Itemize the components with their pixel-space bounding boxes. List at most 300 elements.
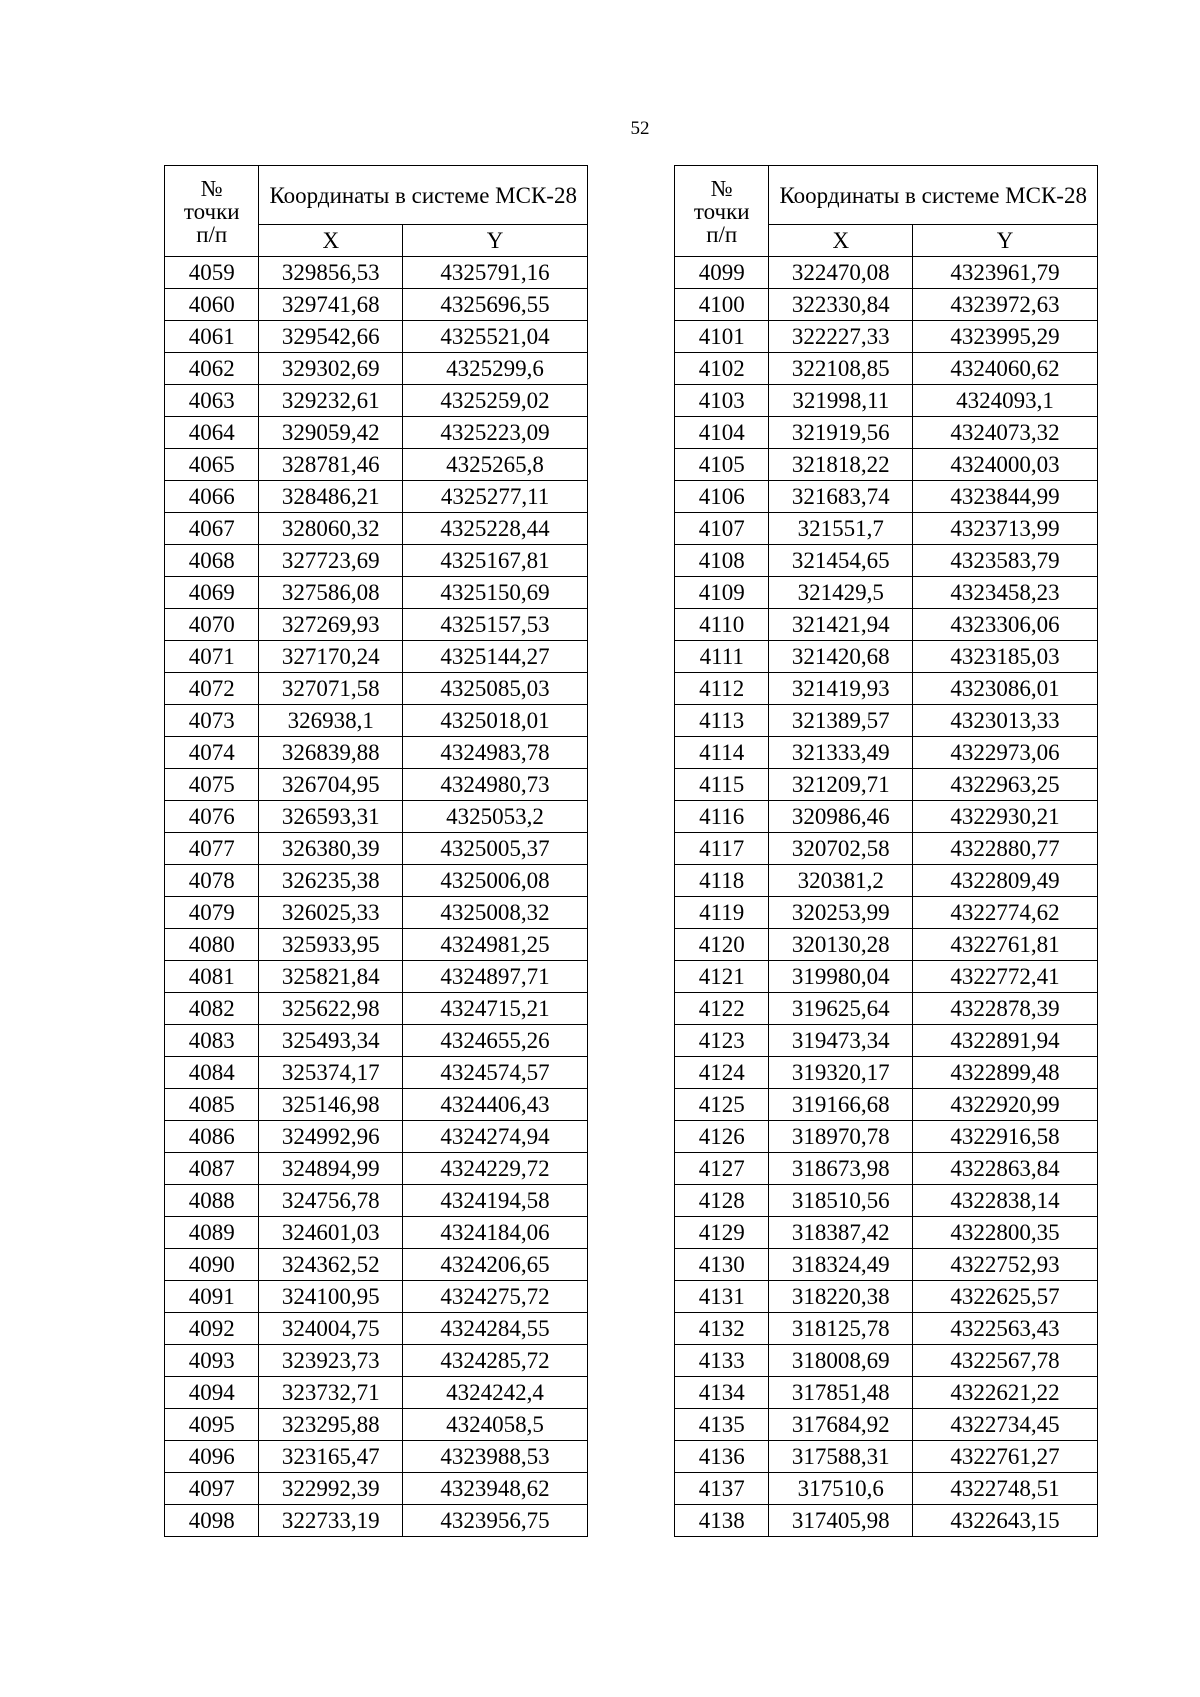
x-coordinate-cell: 320253,99 bbox=[769, 897, 913, 929]
table-row bbox=[675, 1057, 1098, 1089]
y-coordinate-cell: 4324983,78 bbox=[403, 737, 588, 769]
x-coordinate-cell: 326938,1 bbox=[259, 705, 403, 737]
point-number-cell: 4112 bbox=[675, 673, 769, 705]
y-coordinate-cell: 4322774,62 bbox=[913, 897, 1098, 929]
point-number-cell: 4071 bbox=[165, 641, 259, 673]
y-coordinate-cell: 4325005,37 bbox=[403, 833, 588, 865]
x-coordinate-cell: 321209,71 bbox=[769, 769, 913, 801]
point-number-cell: 4078 bbox=[165, 865, 259, 897]
table-row bbox=[675, 769, 1098, 801]
table-row bbox=[675, 1505, 1098, 1537]
table-row bbox=[165, 321, 588, 353]
x-coordinate-cell: 329856,53 bbox=[259, 257, 403, 289]
table-row bbox=[165, 769, 588, 801]
y-coordinate-cell: 4325265,8 bbox=[403, 449, 588, 481]
y-coordinate-cell: 4322752,93 bbox=[913, 1249, 1098, 1281]
table-row bbox=[675, 1377, 1098, 1409]
y-coordinate-cell: 4325791,16 bbox=[403, 257, 588, 289]
x-coordinate-cell: 317851,48 bbox=[769, 1377, 913, 1409]
x-coordinate-cell: 321818,22 bbox=[769, 449, 913, 481]
table-row bbox=[165, 961, 588, 993]
x-coordinate-cell: 322470,08 bbox=[769, 257, 913, 289]
x-coordinate-cell: 325146,98 bbox=[259, 1089, 403, 1121]
x-coordinate-cell: 321421,94 bbox=[769, 609, 913, 641]
x-coordinate-cell: 320381,2 bbox=[769, 865, 913, 897]
x-coordinate-cell: 325374,17 bbox=[259, 1057, 403, 1089]
table-row bbox=[165, 257, 588, 289]
y-column-header: Y bbox=[913, 225, 1098, 257]
y-coordinate-cell: 4323956,75 bbox=[403, 1505, 588, 1537]
x-coordinate-cell: 322330,84 bbox=[769, 289, 913, 321]
x-coordinate-cell: 329542,66 bbox=[259, 321, 403, 353]
x-coordinate-cell: 318970,78 bbox=[769, 1121, 913, 1153]
y-coordinate-cell: 4325167,81 bbox=[403, 545, 588, 577]
y-coordinate-cell: 4323995,29 bbox=[913, 321, 1098, 353]
point-number-cell: 4063 bbox=[165, 385, 259, 417]
point-word: точки bbox=[183, 198, 240, 224]
x-coordinate-cell: 317684,92 bbox=[769, 1409, 913, 1441]
x-coordinate-cell: 326025,33 bbox=[259, 897, 403, 929]
table-row bbox=[675, 1217, 1098, 1249]
x-coordinate-cell: 323923,73 bbox=[259, 1345, 403, 1377]
point-number-cell: 4090 bbox=[165, 1249, 259, 1281]
point-number-cell: 4082 bbox=[165, 993, 259, 1025]
table-row bbox=[675, 641, 1098, 673]
y-coordinate-cell: 4322863,84 bbox=[913, 1153, 1098, 1185]
x-coordinate-cell: 320702,58 bbox=[769, 833, 913, 865]
table-row bbox=[675, 833, 1098, 865]
y-coordinate-cell: 4323185,03 bbox=[913, 641, 1098, 673]
x-coordinate-cell: 325622,98 bbox=[259, 993, 403, 1025]
table-row bbox=[675, 385, 1098, 417]
x-coordinate-cell: 328781,46 bbox=[259, 449, 403, 481]
y-coordinate-cell: 4322963,25 bbox=[913, 769, 1098, 801]
point-number-cell: 4133 bbox=[675, 1345, 769, 1377]
table-row bbox=[165, 737, 588, 769]
table-row bbox=[165, 481, 588, 513]
y-coordinate-cell: 4324655,26 bbox=[403, 1025, 588, 1057]
x-coordinate-cell: 329059,42 bbox=[259, 417, 403, 449]
point-number-cell: 4137 bbox=[675, 1473, 769, 1505]
point-number-cell: 4073 bbox=[165, 705, 259, 737]
x-coordinate-cell: 325821,84 bbox=[259, 961, 403, 993]
table-row bbox=[165, 1473, 588, 1505]
y-coordinate-cell: 4322563,43 bbox=[913, 1313, 1098, 1345]
y-coordinate-cell: 4325228,44 bbox=[403, 513, 588, 545]
number-sign: № bbox=[710, 175, 733, 201]
table-row bbox=[675, 1089, 1098, 1121]
point-number-cell: 4127 bbox=[675, 1153, 769, 1185]
y-coordinate-cell: 4325696,55 bbox=[403, 289, 588, 321]
table-row bbox=[165, 865, 588, 897]
point-number-cell: 4085 bbox=[165, 1089, 259, 1121]
table-row bbox=[675, 1441, 1098, 1473]
page-number: 52 bbox=[630, 118, 650, 139]
x-coordinate-cell: 324004,75 bbox=[259, 1313, 403, 1345]
number-sign: № bbox=[200, 175, 223, 201]
x-coordinate-cell: 321454,65 bbox=[769, 545, 913, 577]
point-number-cell: 4129 bbox=[675, 1217, 769, 1249]
y-coordinate-cell: 4325008,32 bbox=[403, 897, 588, 929]
y-coordinate-cell: 4324184,06 bbox=[403, 1217, 588, 1249]
point-number-cell: 4089 bbox=[165, 1217, 259, 1249]
x-coordinate-cell: 321683,74 bbox=[769, 481, 913, 513]
table-row bbox=[675, 673, 1098, 705]
x-coordinate-cell: 317405,98 bbox=[769, 1505, 913, 1537]
point-number-cell: 4123 bbox=[675, 1025, 769, 1057]
point-number-cell: 4096 bbox=[165, 1441, 259, 1473]
y-coordinate-cell: 4323972,63 bbox=[913, 289, 1098, 321]
point-number-cell: 4102 bbox=[675, 353, 769, 385]
point-number-cell: 4134 bbox=[675, 1377, 769, 1409]
y-coordinate-cell: 4322899,48 bbox=[913, 1057, 1098, 1089]
x-coordinate-cell: 327269,93 bbox=[259, 609, 403, 641]
y-coordinate-cell: 4322973,06 bbox=[913, 737, 1098, 769]
x-coordinate-cell: 324100,95 bbox=[259, 1281, 403, 1313]
y-coordinate-cell: 4324093,1 bbox=[913, 385, 1098, 417]
point-number-cell: 4105 bbox=[675, 449, 769, 481]
x-coordinate-cell: 327071,58 bbox=[259, 673, 403, 705]
point-number-cell: 4098 bbox=[165, 1505, 259, 1537]
point-number-cell: 4086 bbox=[165, 1121, 259, 1153]
y-coordinate-cell: 4325299,6 bbox=[403, 353, 588, 385]
point-number-cell: 4124 bbox=[675, 1057, 769, 1089]
y-coordinate-cell: 4325053,2 bbox=[403, 801, 588, 833]
point-number-cell: 4111 bbox=[675, 641, 769, 673]
y-coordinate-cell: 4324574,57 bbox=[403, 1057, 588, 1089]
y-coordinate-cell: 4324274,94 bbox=[403, 1121, 588, 1153]
point-number-cell: 4088 bbox=[165, 1185, 259, 1217]
point-number-cell: 4101 bbox=[675, 321, 769, 353]
y-coordinate-cell: 4324275,72 bbox=[403, 1281, 588, 1313]
y-coordinate-cell: 4323961,79 bbox=[913, 257, 1098, 289]
table-row bbox=[675, 929, 1098, 961]
y-coordinate-cell: 4322878,39 bbox=[913, 993, 1098, 1025]
table-row bbox=[165, 1153, 588, 1185]
point-number-cell: 4092 bbox=[165, 1313, 259, 1345]
x-coordinate-cell: 321420,68 bbox=[769, 641, 913, 673]
point-number-cell: 4119 bbox=[675, 897, 769, 929]
y-coordinate-cell: 4323086,01 bbox=[913, 673, 1098, 705]
table-row bbox=[675, 1185, 1098, 1217]
point-number-cell: 4116 bbox=[675, 801, 769, 833]
point-number-cell: 4075 bbox=[165, 769, 259, 801]
table-row bbox=[165, 289, 588, 321]
table-row bbox=[165, 801, 588, 833]
x-column-header: X bbox=[769, 225, 913, 257]
point-word: точки bbox=[693, 198, 750, 224]
y-coordinate-cell: 4323948,62 bbox=[403, 1473, 588, 1505]
point-number-cell: 4136 bbox=[675, 1441, 769, 1473]
table-row bbox=[675, 1281, 1098, 1313]
table-row bbox=[165, 641, 588, 673]
point-number-cell: 4109 bbox=[675, 577, 769, 609]
point-number-cell: 4114 bbox=[675, 737, 769, 769]
x-coordinate-cell: 321998,11 bbox=[769, 385, 913, 417]
point-number-cell: 4077 bbox=[165, 833, 259, 865]
y-coordinate-cell: 4324060,62 bbox=[913, 353, 1098, 385]
coordinates-system-header: Координаты в системе МСК-28 bbox=[769, 166, 1098, 225]
point-number-cell: 4110 bbox=[675, 609, 769, 641]
table-row bbox=[675, 897, 1098, 929]
table-row bbox=[675, 321, 1098, 353]
y-coordinate-cell: 4324284,55 bbox=[403, 1313, 588, 1345]
table-row bbox=[675, 417, 1098, 449]
point-number-cell: 4081 bbox=[165, 961, 259, 993]
x-coordinate-cell: 318510,56 bbox=[769, 1185, 913, 1217]
x-coordinate-cell: 327170,24 bbox=[259, 641, 403, 673]
point-number-cell: 4115 bbox=[675, 769, 769, 801]
y-coordinate-cell: 4324000,03 bbox=[913, 449, 1098, 481]
point-number-cell: 4061 bbox=[165, 321, 259, 353]
x-coordinate-cell: 319625,64 bbox=[769, 993, 913, 1025]
x-coordinate-cell: 324362,52 bbox=[259, 1249, 403, 1281]
x-coordinate-cell: 322992,39 bbox=[259, 1473, 403, 1505]
y-coordinate-cell: 4323458,23 bbox=[913, 577, 1098, 609]
y-coordinate-cell: 4323013,33 bbox=[913, 705, 1098, 737]
point-number-cell: 4074 bbox=[165, 737, 259, 769]
y-coordinate-cell: 4322930,21 bbox=[913, 801, 1098, 833]
point-number-cell: 4059 bbox=[165, 257, 259, 289]
y-coordinate-cell: 4322643,15 bbox=[913, 1505, 1098, 1537]
table-row bbox=[165, 385, 588, 417]
y-coordinate-cell: 4324715,21 bbox=[403, 993, 588, 1025]
y-coordinate-cell: 4323988,53 bbox=[403, 1441, 588, 1473]
x-coordinate-cell: 318673,98 bbox=[769, 1153, 913, 1185]
x-coordinate-cell: 329302,69 bbox=[259, 353, 403, 385]
point-number-cell: 4099 bbox=[675, 257, 769, 289]
point-number-cell: 4104 bbox=[675, 417, 769, 449]
y-coordinate-cell: 4325157,53 bbox=[403, 609, 588, 641]
coordinates-table-right bbox=[674, 165, 1098, 1537]
y-coordinate-cell: 4322916,58 bbox=[913, 1121, 1098, 1153]
x-coordinate-cell: 324992,96 bbox=[259, 1121, 403, 1153]
y-coordinate-cell: 4322838,14 bbox=[913, 1185, 1098, 1217]
table-row bbox=[165, 545, 588, 577]
table-row bbox=[165, 417, 588, 449]
x-coordinate-cell: 317588,31 bbox=[769, 1441, 913, 1473]
coordinates-table-left bbox=[164, 165, 588, 1537]
x-coordinate-cell: 319320,17 bbox=[769, 1057, 913, 1089]
table-row bbox=[675, 993, 1098, 1025]
y-coordinate-cell: 4325223,09 bbox=[403, 417, 588, 449]
y-coordinate-cell: 4323306,06 bbox=[913, 609, 1098, 641]
x-coordinate-cell: 324601,03 bbox=[259, 1217, 403, 1249]
y-coordinate-cell: 4325085,03 bbox=[403, 673, 588, 705]
x-coordinate-cell: 318324,49 bbox=[769, 1249, 913, 1281]
point-number-cell: 4128 bbox=[675, 1185, 769, 1217]
table-row bbox=[165, 705, 588, 737]
y-coordinate-cell: 4325006,08 bbox=[403, 865, 588, 897]
x-coordinate-cell: 329232,61 bbox=[259, 385, 403, 417]
x-coordinate-cell: 326235,38 bbox=[259, 865, 403, 897]
y-coordinate-cell: 4324981,25 bbox=[403, 929, 588, 961]
table-row bbox=[165, 1249, 588, 1281]
x-coordinate-cell: 317510,6 bbox=[769, 1473, 913, 1505]
y-coordinate-cell: 4322891,94 bbox=[913, 1025, 1098, 1057]
x-coordinate-cell: 318008,69 bbox=[769, 1345, 913, 1377]
x-coordinate-cell: 321389,57 bbox=[769, 705, 913, 737]
point-number-cell: 4097 bbox=[165, 1473, 259, 1505]
point-number-cell: 4067 bbox=[165, 513, 259, 545]
table-row bbox=[165, 833, 588, 865]
y-coordinate-cell: 4324194,58 bbox=[403, 1185, 588, 1217]
point-number-cell: 4095 bbox=[165, 1409, 259, 1441]
y-coordinate-cell: 4324229,72 bbox=[403, 1153, 588, 1185]
point-number-cell: 4062 bbox=[165, 353, 259, 385]
table-body-left bbox=[165, 257, 588, 1537]
table-row bbox=[165, 1057, 588, 1089]
x-coordinate-cell: 321333,49 bbox=[769, 737, 913, 769]
x-coordinate-cell: 325933,95 bbox=[259, 929, 403, 961]
point-number-cell: 4125 bbox=[675, 1089, 769, 1121]
y-coordinate-cell: 4323713,99 bbox=[913, 513, 1098, 545]
point-number-cell: 4080 bbox=[165, 929, 259, 961]
x-coordinate-cell: 323295,88 bbox=[259, 1409, 403, 1441]
point-number-cell: 4135 bbox=[675, 1409, 769, 1441]
x-coordinate-cell: 322733,19 bbox=[259, 1505, 403, 1537]
table-row bbox=[165, 1313, 588, 1345]
table-row bbox=[165, 1089, 588, 1121]
y-coordinate-cell: 4322625,57 bbox=[913, 1281, 1098, 1313]
table-row bbox=[165, 929, 588, 961]
x-coordinate-cell: 327723,69 bbox=[259, 545, 403, 577]
point-number-cell: 4087 bbox=[165, 1153, 259, 1185]
table-row bbox=[165, 1121, 588, 1153]
x-coordinate-cell: 324756,78 bbox=[259, 1185, 403, 1217]
table-row bbox=[165, 1217, 588, 1249]
y-coordinate-cell: 4322734,45 bbox=[913, 1409, 1098, 1441]
point-number-cell: 4122 bbox=[675, 993, 769, 1025]
point-number-cell: 4060 bbox=[165, 289, 259, 321]
x-coordinate-cell: 326380,39 bbox=[259, 833, 403, 865]
point-number-header bbox=[165, 166, 259, 257]
table-row bbox=[165, 1441, 588, 1473]
table-row bbox=[165, 577, 588, 609]
y-coordinate-cell: 4325521,04 bbox=[403, 321, 588, 353]
table-row bbox=[165, 353, 588, 385]
y-coordinate-cell: 4322809,49 bbox=[913, 865, 1098, 897]
y-coordinate-cell: 4323844,99 bbox=[913, 481, 1098, 513]
table-row bbox=[675, 1249, 1098, 1281]
table-row bbox=[675, 1345, 1098, 1377]
x-column-header: X bbox=[259, 225, 403, 257]
x-coordinate-cell: 325493,34 bbox=[259, 1025, 403, 1057]
x-coordinate-cell: 321419,93 bbox=[769, 673, 913, 705]
table-row bbox=[675, 513, 1098, 545]
y-coordinate-cell: 4324058,5 bbox=[403, 1409, 588, 1441]
point-number-cell: 4066 bbox=[165, 481, 259, 513]
point-number-cell: 4079 bbox=[165, 897, 259, 929]
table-row bbox=[165, 1185, 588, 1217]
point-number-cell: 4117 bbox=[675, 833, 769, 865]
ordinal-abbrev: п/п bbox=[196, 221, 228, 247]
point-number-cell: 4107 bbox=[675, 513, 769, 545]
y-coordinate-cell: 4324980,73 bbox=[403, 769, 588, 801]
table-row bbox=[675, 737, 1098, 769]
point-number-header bbox=[675, 166, 769, 257]
x-coordinate-cell: 323732,71 bbox=[259, 1377, 403, 1409]
y-column-header: Y bbox=[403, 225, 588, 257]
y-coordinate-cell: 4325277,11 bbox=[403, 481, 588, 513]
point-number-cell: 4118 bbox=[675, 865, 769, 897]
table-row bbox=[165, 1345, 588, 1377]
point-number-cell: 4068 bbox=[165, 545, 259, 577]
point-number-cell: 4070 bbox=[165, 609, 259, 641]
point-number-cell: 4091 bbox=[165, 1281, 259, 1313]
y-coordinate-cell: 4322880,77 bbox=[913, 833, 1098, 865]
x-coordinate-cell: 324894,99 bbox=[259, 1153, 403, 1185]
x-coordinate-cell: 327586,08 bbox=[259, 577, 403, 609]
point-number-cell: 4093 bbox=[165, 1345, 259, 1377]
ordinal-abbrev: п/п bbox=[706, 221, 738, 247]
point-number-cell: 4083 bbox=[165, 1025, 259, 1057]
coordinates-system-header: Координаты в системе МСК-28 bbox=[259, 166, 588, 225]
point-number-cell: 4106 bbox=[675, 481, 769, 513]
table-row bbox=[675, 257, 1098, 289]
point-number-cell: 4065 bbox=[165, 449, 259, 481]
y-coordinate-cell: 4322761,81 bbox=[913, 929, 1098, 961]
point-number-cell: 4084 bbox=[165, 1057, 259, 1089]
table-row bbox=[675, 609, 1098, 641]
table-row bbox=[165, 1409, 588, 1441]
table-row bbox=[165, 609, 588, 641]
point-number-cell: 4132 bbox=[675, 1313, 769, 1345]
table-row bbox=[675, 289, 1098, 321]
point-number-cell: 4072 bbox=[165, 673, 259, 705]
x-coordinate-cell: 328060,32 bbox=[259, 513, 403, 545]
point-number-cell: 4130 bbox=[675, 1249, 769, 1281]
point-number-cell: 4094 bbox=[165, 1377, 259, 1409]
point-number-cell: 4064 bbox=[165, 417, 259, 449]
table-row bbox=[165, 1505, 588, 1537]
table-row bbox=[675, 1473, 1098, 1505]
y-coordinate-cell: 4324897,71 bbox=[403, 961, 588, 993]
table-row bbox=[675, 865, 1098, 897]
table-body-right bbox=[675, 257, 1098, 1537]
table-row bbox=[675, 961, 1098, 993]
y-coordinate-cell: 4322748,51 bbox=[913, 1473, 1098, 1505]
y-coordinate-cell: 4325144,27 bbox=[403, 641, 588, 673]
table-row bbox=[675, 1121, 1098, 1153]
y-coordinate-cell: 4325018,01 bbox=[403, 705, 588, 737]
x-coordinate-cell: 326593,31 bbox=[259, 801, 403, 833]
point-number-cell: 4131 bbox=[675, 1281, 769, 1313]
point-number-cell: 4076 bbox=[165, 801, 259, 833]
point-number-cell: 4121 bbox=[675, 961, 769, 993]
table-row bbox=[675, 353, 1098, 385]
x-coordinate-cell: 320130,28 bbox=[769, 929, 913, 961]
y-coordinate-cell: 4325150,69 bbox=[403, 577, 588, 609]
x-coordinate-cell: 321551,7 bbox=[769, 513, 913, 545]
point-number-cell: 4120 bbox=[675, 929, 769, 961]
y-coordinate-cell: 4325259,02 bbox=[403, 385, 588, 417]
x-coordinate-cell: 321919,56 bbox=[769, 417, 913, 449]
x-coordinate-cell: 319473,34 bbox=[769, 1025, 913, 1057]
table-row bbox=[675, 1409, 1098, 1441]
x-coordinate-cell: 318220,38 bbox=[769, 1281, 913, 1313]
y-coordinate-cell: 4324406,43 bbox=[403, 1089, 588, 1121]
table-row bbox=[165, 1377, 588, 1409]
y-coordinate-cell: 4324285,72 bbox=[403, 1345, 588, 1377]
table-row bbox=[165, 1025, 588, 1057]
table-row bbox=[165, 449, 588, 481]
x-coordinate-cell: 326839,88 bbox=[259, 737, 403, 769]
point-number-cell: 4108 bbox=[675, 545, 769, 577]
y-coordinate-cell: 4322772,41 bbox=[913, 961, 1098, 993]
table-row bbox=[675, 449, 1098, 481]
table-row bbox=[675, 1153, 1098, 1185]
